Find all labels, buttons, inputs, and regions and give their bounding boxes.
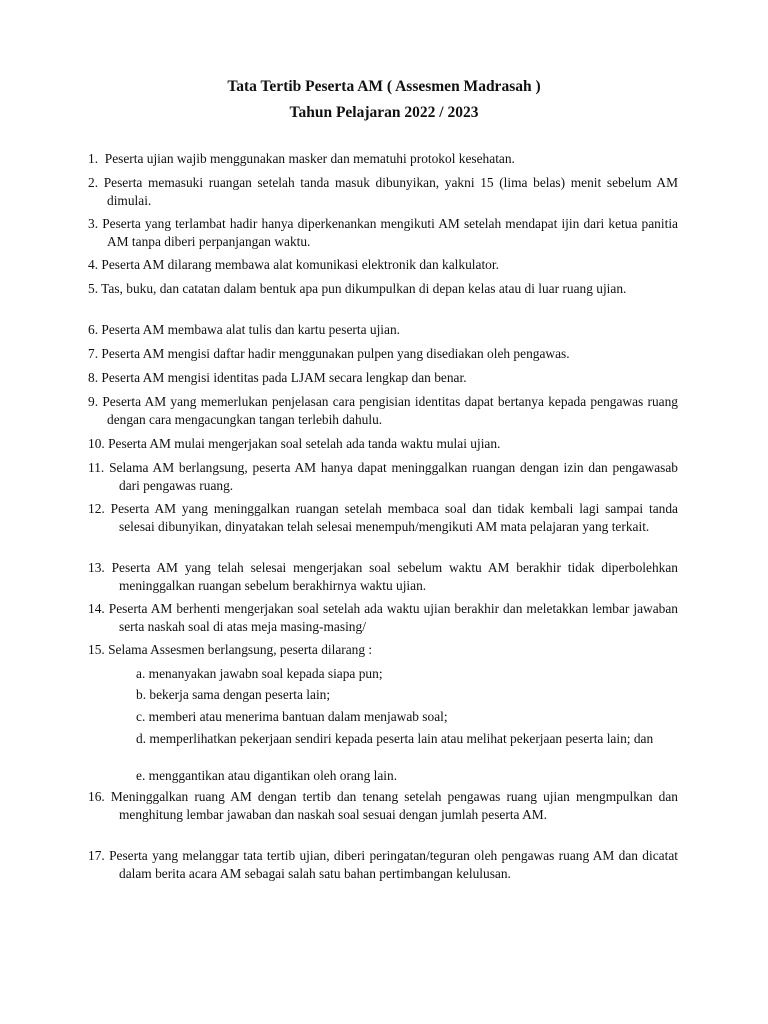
prohibited-text: memperlihatkan pekerjaan sendiri kepada peserta lain atau melihat pekerjaan peserta lain; dan	[149, 731, 654, 746]
prohibited-item-b	[136, 686, 678, 704]
prohibited-letter: e.	[136, 768, 146, 783]
document-title: Tata Tertib Peserta AM ( Assesmen Madrasah )	[227, 78, 541, 95]
rule-item-4	[88, 256, 678, 274]
rule-text: Peserta AM dilarang membawa alat komunikasi elektronik dan kalkulator.	[101, 257, 499, 272]
rule-number: 9.	[88, 394, 99, 409]
rule-number: 17.	[88, 848, 105, 863]
rule-text: Peserta AM mengisi identitas pada LJAM secara lengkap dan benar.	[101, 370, 467, 385]
rule-text: Peserta yang melanggar tata tertib ujian, diberi peringatan/teguran oleh pengawas ruang AM dan dicatat dalam berita acara AM sebagai salah satu bahan pertimbangan kelulusan.	[109, 848, 678, 881]
rule-number: 12.	[88, 501, 105, 516]
rule-text: Peserta AM yang telah selesai mengerjakan soal sebelum waktu AM berakhir tidak diperbolehkan meninggalkan ruangan sebelum berakhirnya waktu ujian.	[111, 560, 678, 593]
rule-item-2	[88, 174, 678, 209]
rule-text: Selama Assesmen berlangsung, peserta dilarang :	[108, 642, 373, 657]
prohibited-item-d	[136, 730, 678, 748]
rule-item-9	[88, 393, 678, 428]
rule-item-5	[88, 280, 678, 298]
rule-number: 8.	[88, 370, 99, 385]
rule-number: 16.	[88, 789, 105, 804]
prohibited-item-e	[136, 767, 678, 785]
prohibited-text: memberi atau menerima bantuan dalam menjawab soal;	[148, 709, 448, 724]
prohibited-text: menanyakan jawabn soal kepada siapa pun;	[148, 666, 383, 681]
rule-text: Peserta memasuki ruangan setelah tanda masuk dibunyikan, yakni 15 (lima belas) menit sebelum AM dimulai.	[103, 175, 678, 208]
rule-item-1	[88, 150, 678, 168]
rule-text: Peserta AM yang memerlukan penjelasan cara pengisian identitas dapat bertanya kepada pengawas ruang dengan cara mengacungkan tangan terlebih dahulu.	[102, 394, 678, 427]
rule-item-7	[88, 345, 678, 363]
rule-item-15	[88, 641, 678, 659]
rule-number: 7.	[88, 346, 99, 361]
rule-number: 1.	[88, 151, 99, 166]
rule-number: 13.	[88, 560, 105, 575]
prohibited-item-a	[136, 665, 678, 683]
rule-number: 10.	[88, 436, 105, 451]
rule-item-14	[88, 600, 678, 635]
rule-number: 15.	[88, 642, 105, 657]
rule-text: Tas, buku, dan catatan dalam bentuk apa pun dikumpulkan di depan kelas atau di luar ruang ujian.	[101, 281, 627, 296]
rule-item-12	[88, 500, 678, 535]
prohibited-letter: a.	[136, 666, 146, 681]
rule-item-6	[88, 321, 678, 339]
rule-item-11	[88, 459, 678, 494]
rule-number: 4.	[88, 257, 99, 272]
rule-item-13	[88, 559, 678, 594]
rule-text: Peserta yang terlambat hadir hanya diperkenankan mengikuti AM setelah mendapat ijin dari ketua panitia AM tanpa diberi perpanjangan waktu.	[102, 216, 678, 249]
rule-text: Peserta AM yang meninggalkan ruangan setelah membaca soal dan tidak kembali lagi sampai tanda selesai dibunyikan, dinyatakan telah selesai menempuh/mengikuti AM mata pelajaran yang terkait.	[110, 501, 678, 534]
rule-item-17	[88, 847, 678, 882]
prohibited-text: menggantikan atau digantikan oleh orang lain.	[148, 768, 398, 783]
rule-number: 2.	[88, 175, 99, 190]
rule-item-16	[88, 788, 678, 823]
document-subtitle: Tahun Pelajaran 2022 / 2023	[289, 104, 479, 121]
prohibited-letter: b.	[136, 687, 147, 702]
prohibited-letter: d.	[136, 731, 147, 746]
rule-text: Peserta AM berhenti mengerjakan soal setelah ada waktu ujian berakhir dan meletakkan lembar jawaban serta naskah soal di atas meja masing-masing/	[108, 601, 678, 634]
rule-text: Peserta AM mulai mengerjakan soal setelah ada tanda waktu mulai ujian.	[108, 436, 501, 451]
prohibited-item-c	[136, 708, 678, 726]
rule-text: Selama AM berlangsung, peserta AM hanya dapat meninggalkan ruangan dengan izin dan pengawasab dari pengawas ruang.	[109, 460, 678, 493]
rule-item-8	[88, 369, 678, 387]
rule-number: 6.	[88, 322, 99, 337]
rule-item-10	[88, 435, 678, 453]
rule-number: 5.	[88, 281, 99, 296]
rule-text: Peserta AM mengisi daftar hadir menggunakan pulpen yang disediakan oleh pengawas.	[101, 346, 570, 361]
rule-text: Peserta AM membawa alat tulis dan kartu peserta ujian.	[101, 322, 401, 337]
rule-text: Peserta ujian wajib menggunakan masker dan mematuhi protokol kesehatan.	[104, 151, 515, 166]
rule-text: Meninggalkan ruang AM dengan tertib dan tenang setelah pengawas ruang ujian mengmpulkan dan menghitung lembar jawaban dan naskah soal sesuai dengan jumlah peserta AM.	[110, 789, 679, 822]
prohibited-text: bekerja sama dengan peserta lain;	[149, 687, 331, 702]
rule-number: 3.	[88, 216, 99, 231]
rule-number: 14.	[88, 601, 105, 616]
rule-item-3	[88, 215, 678, 250]
prohibited-letter: c.	[136, 709, 146, 724]
rule-number: 11.	[88, 460, 105, 475]
